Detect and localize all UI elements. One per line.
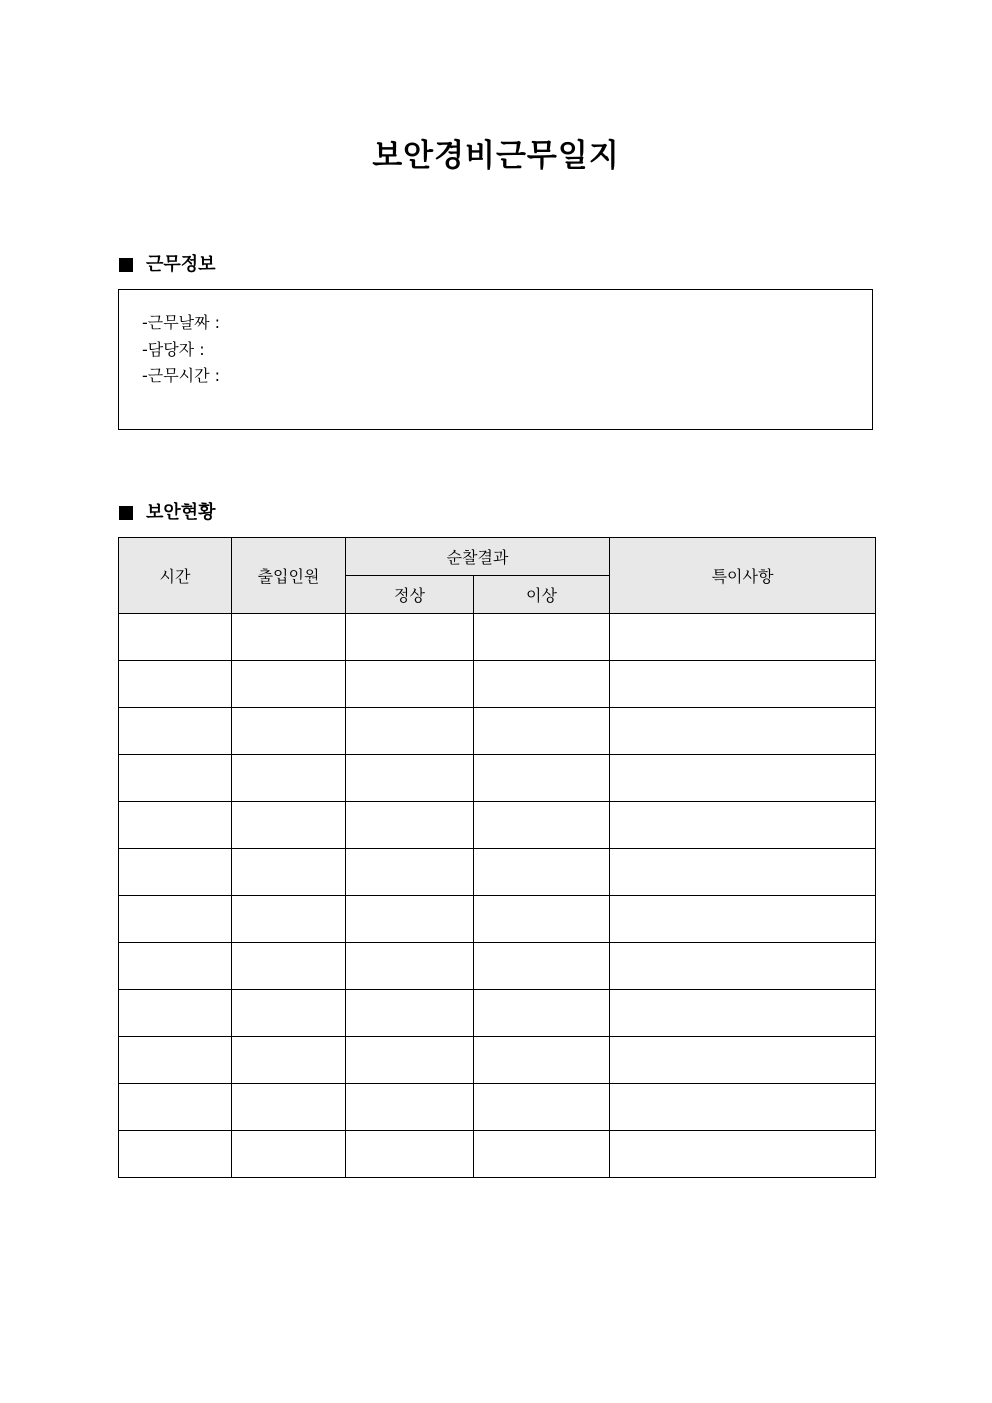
abnormal-cell[interactable] <box>474 614 610 661</box>
normal-cell[interactable] <box>346 1084 474 1131</box>
time-cell[interactable] <box>119 802 232 849</box>
remarks-cell[interactable] <box>610 661 876 708</box>
visitors-cell[interactable] <box>232 896 346 943</box>
section-heading-work-info <box>119 253 216 277</box>
table-row <box>119 896 876 943</box>
remarks-cell[interactable] <box>610 990 876 1037</box>
remarks-cell[interactable] <box>610 1037 876 1084</box>
normal-cell[interactable] <box>346 849 474 896</box>
column-header-visitors: 출입인원 <box>232 538 346 614</box>
remarks-cell[interactable] <box>610 708 876 755</box>
abnormal-cell[interactable] <box>474 755 610 802</box>
work-date-field[interactable]: -근무날짜 : <box>142 313 221 332</box>
table-row <box>119 755 876 802</box>
visitors-cell[interactable] <box>232 755 346 802</box>
abnormal-cell[interactable] <box>474 661 610 708</box>
visitors-cell[interactable] <box>232 849 346 896</box>
time-cell[interactable] <box>119 896 232 943</box>
security-status-table <box>118 537 876 1178</box>
square-bullet-icon <box>119 258 133 272</box>
table-row <box>119 802 876 849</box>
remarks-cell[interactable] <box>610 1131 876 1178</box>
visitors-cell[interactable] <box>232 614 346 661</box>
table-row <box>119 1131 876 1178</box>
abnormal-cell[interactable] <box>474 1037 610 1084</box>
time-cell[interactable] <box>119 849 232 896</box>
time-cell[interactable] <box>119 943 232 990</box>
remarks-cell[interactable] <box>610 849 876 896</box>
normal-cell[interactable] <box>346 802 474 849</box>
normal-cell[interactable] <box>346 755 474 802</box>
time-cell[interactable] <box>119 1037 232 1084</box>
time-cell[interactable] <box>119 661 232 708</box>
remarks-cell[interactable] <box>610 614 876 661</box>
normal-cell[interactable] <box>346 614 474 661</box>
normal-cell[interactable] <box>346 708 474 755</box>
square-bullet-icon <box>119 506 133 520</box>
column-header-patrol-result: 순찰결과 <box>346 538 610 576</box>
time-cell[interactable] <box>119 755 232 802</box>
time-cell[interactable] <box>119 990 232 1037</box>
table-row <box>119 614 876 661</box>
abnormal-cell[interactable] <box>474 1131 610 1178</box>
normal-cell[interactable] <box>346 661 474 708</box>
table-row <box>119 661 876 708</box>
visitors-cell[interactable] <box>232 943 346 990</box>
abnormal-cell[interactable] <box>474 1084 610 1131</box>
time-cell[interactable] <box>119 708 232 755</box>
document-title: 보안경비근무일지 <box>372 138 620 174</box>
time-cell[interactable] <box>119 1084 232 1131</box>
remarks-cell[interactable] <box>610 943 876 990</box>
visitors-cell[interactable] <box>232 802 346 849</box>
remarks-cell[interactable] <box>610 896 876 943</box>
table-row <box>119 849 876 896</box>
abnormal-cell[interactable] <box>474 708 610 755</box>
table-row <box>119 990 876 1037</box>
normal-cell[interactable] <box>346 1131 474 1178</box>
abnormal-cell[interactable] <box>474 943 610 990</box>
visitors-cell[interactable] <box>232 1084 346 1131</box>
table-row <box>119 943 876 990</box>
normal-cell[interactable] <box>346 943 474 990</box>
time-cell[interactable] <box>119 614 232 661</box>
column-header-abnormal: 이상 <box>474 576 610 614</box>
normal-cell[interactable] <box>346 896 474 943</box>
table-row <box>119 708 876 755</box>
abnormal-cell[interactable] <box>474 990 610 1037</box>
normal-cell[interactable] <box>346 990 474 1037</box>
abnormal-cell[interactable] <box>474 802 610 849</box>
table-row <box>119 1084 876 1131</box>
visitors-cell[interactable] <box>232 708 346 755</box>
visitors-cell[interactable] <box>232 1131 346 1178</box>
manager-field[interactable]: -담당자 : <box>142 339 205 359</box>
section-heading-security-status <box>119 501 216 525</box>
remarks-cell[interactable] <box>610 755 876 802</box>
visitors-cell[interactable] <box>232 990 346 1037</box>
visitors-cell[interactable] <box>232 1037 346 1084</box>
column-header-normal: 정상 <box>346 576 474 614</box>
work-info-box <box>118 289 873 430</box>
remarks-cell[interactable] <box>610 802 876 849</box>
remarks-cell[interactable] <box>610 1084 876 1131</box>
normal-cell[interactable] <box>346 1037 474 1084</box>
time-cell[interactable] <box>119 1131 232 1178</box>
abnormal-cell[interactable] <box>474 849 610 896</box>
visitors-cell[interactable] <box>232 661 346 708</box>
table-row <box>119 1037 876 1084</box>
column-header-remarks: 특이사항 <box>610 538 876 614</box>
abnormal-cell[interactable] <box>474 896 610 943</box>
section-heading-label: 보안현황 <box>146 502 216 523</box>
section-heading-label: 근무정보 <box>146 254 216 275</box>
column-header-time: 시간 <box>119 538 232 614</box>
work-hours-field[interactable]: -근무시간 : <box>142 366 221 385</box>
